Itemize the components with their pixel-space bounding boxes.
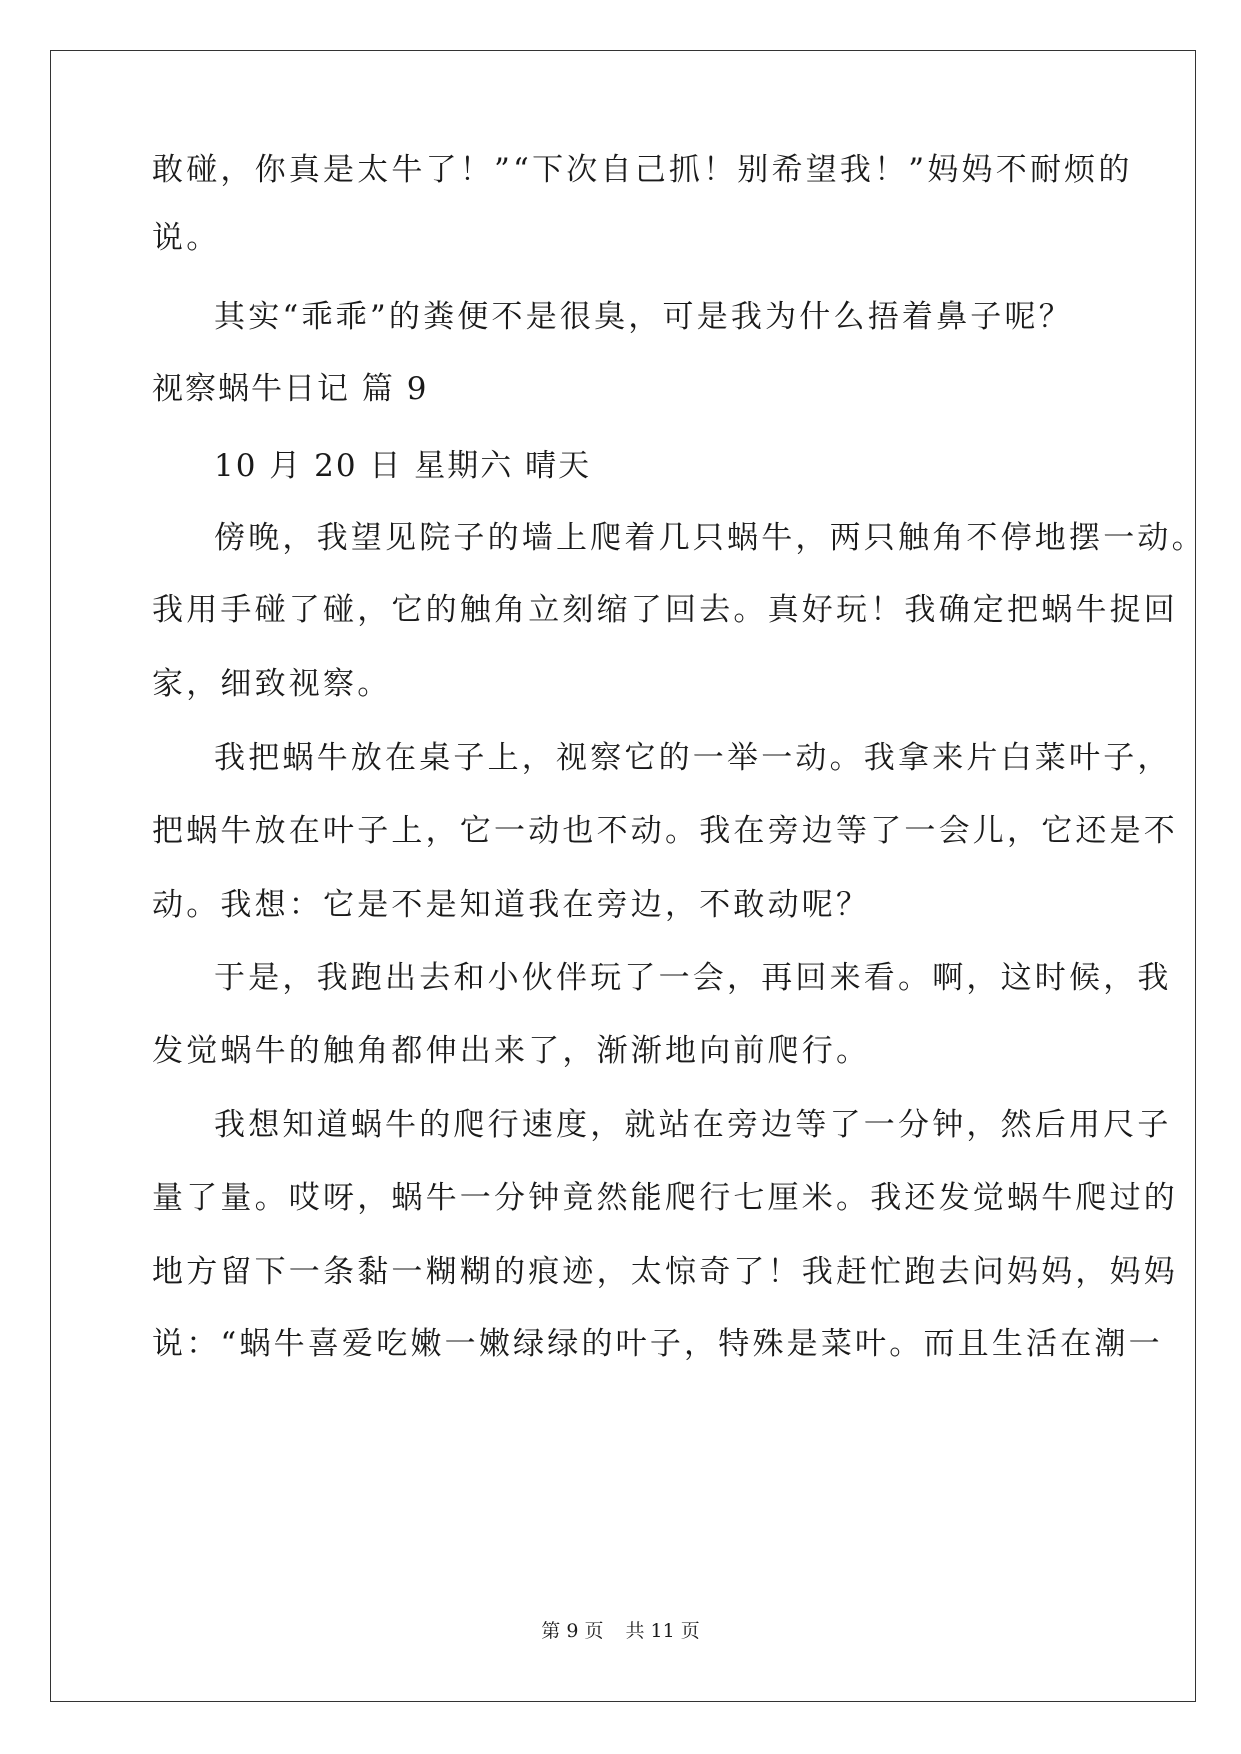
text-line: 于是，我跑出去和小伙伴玩了一会，再回来看。啊，这时候，我 [214, 960, 1172, 996]
text-line: 地方留下一条黏一糊糊的痕迹，太惊奇了！我赶忙跑去问妈妈，妈妈 [152, 1254, 1178, 1290]
text-line: 傍晚，我望见院子的墙上爬着几只蜗牛，两只触角不停地摆一动。 [214, 520, 1206, 556]
section-heading: 视察蜗牛日记 篇 9 [152, 371, 429, 407]
text-line: 把蜗牛放在叶子上，它一动也不动。我在旁边等了一会儿，它还是不 [152, 813, 1178, 849]
text-line: 其实“乖乖”的粪便不是很臭，可是我为什么捂着鼻子呢？ [214, 299, 1073, 335]
page-number: 第 9 页 [541, 1620, 604, 1642]
text-line: 我把蜗牛放在桌子上，视察它的一举一动。我拿来片白菜叶子， [214, 740, 1172, 776]
text-line: 说。 [152, 220, 221, 256]
page-footer [0, 1616, 1241, 1643]
page-total: 共 11 页 [625, 1620, 700, 1642]
date-line: 10 月 20 日 星期六 晴天 [214, 448, 592, 484]
text-line: 我想知道蜗牛的爬行速度，就站在旁边等了一分钟，然后用尺子 [214, 1107, 1172, 1143]
text-line: 说：“蜗牛喜爱吃嫩一嫩绿绿的叶子，特殊是菜叶。而且生活在潮一 [152, 1326, 1163, 1362]
text-line: 家，细致视察。 [152, 666, 392, 702]
text-line: 发觉蜗牛的触角都伸出来了，渐渐地向前爬行。 [152, 1033, 871, 1069]
text-line: 量了量。哎呀，蜗牛一分钟竟然能爬行七厘米。我还发觉蜗牛爬过的 [152, 1180, 1178, 1216]
text-line: 敢碰，你真是太牛了！”“下次自己抓！别希望我！”妈妈不耐烦的 [152, 152, 1133, 188]
text-line: 我用手碰了碰，它的触角立刻缩了回去。真好玩！我确定把蜗牛捉回 [152, 592, 1178, 628]
text-line: 动。我想：它是不是知道我在旁边，不敢动呢？ [152, 887, 871, 923]
